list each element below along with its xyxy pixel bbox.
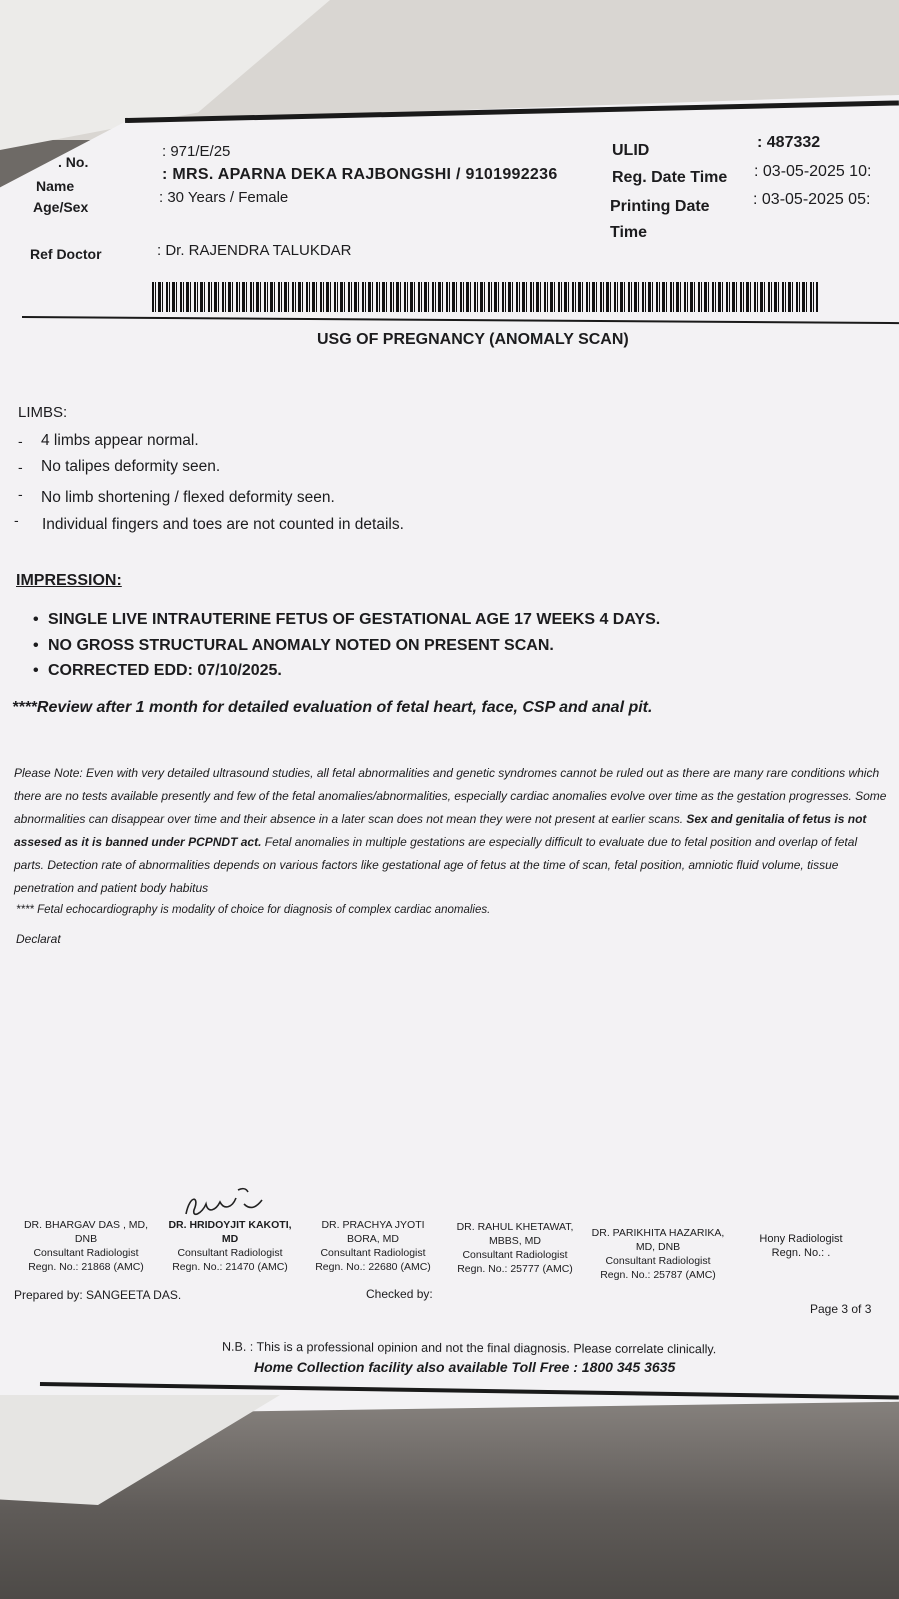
doctor-role: Consultant Radiologist bbox=[462, 1249, 568, 1261]
dash-marker: - bbox=[18, 433, 23, 449]
limbs-item: No limb shortening / flexed deformity seen. bbox=[41, 489, 335, 506]
bullet-icon: • bbox=[33, 662, 39, 679]
limbs-item: Individual fingers and toes are not counted in details. bbox=[42, 516, 404, 533]
impression-heading: IMPRESSION: bbox=[16, 572, 122, 589]
doctor-card bbox=[160, 1218, 300, 1274]
dash-marker: - bbox=[18, 459, 23, 475]
disclaimer-note bbox=[14, 762, 889, 900]
reg-date-label: Reg. Date Time bbox=[612, 169, 728, 186]
prepared-by: Prepared by: SANGEETA DAS. bbox=[14, 1288, 182, 1302]
limbs-item: 4 limbs appear normal. bbox=[41, 432, 199, 449]
doctor-card bbox=[736, 1232, 866, 1260]
bullet-icon: • bbox=[33, 637, 39, 654]
reg-date-value: : 03-05-2025 10: bbox=[754, 163, 872, 180]
doctor-role: Consultant Radiologist bbox=[33, 1247, 139, 1259]
doctor-role: Consultant Radiologist bbox=[605, 1255, 711, 1267]
doctor-regn: Regn. No.: . bbox=[771, 1247, 831, 1259]
impression-item: SINGLE LIVE INTRAUTERINE FETUS OF GESTATIONAL AGE 17 WEEKS 4 DAYS. bbox=[48, 611, 661, 628]
disclaimer-text-2: Fetal anomalies in multiple gestations are especially difficult to evaluate due to fetal position and overlap of fetal parts. Detection rate of abnormalities depends on various factors like gestational age of fetus at the time of scan, fetal position, amniotic fluid volume, tissue penetration and patient body habitus bbox=[14, 835, 858, 895]
home-collection-footer: Home Collection facility also available Toll Free : 1800 345 3635 bbox=[254, 1359, 676, 1375]
doctor-regn: Regn. No.: 22680 (AMC) bbox=[315, 1261, 431, 1273]
disclaimer-footer: N.B. : This is a professional opinion and not the final diagnosis. Please correlate clinically. bbox=[221, 1339, 717, 1357]
doctor-name: DR. PRACHYA JYOTI BORA, MD bbox=[321, 1219, 425, 1245]
echo-note: **** Fetal echocardiography is modality of choice for diagnosis of complex cardiac anomalies. bbox=[16, 904, 491, 916]
doctor-regn: Regn. No.: 21868 (AMC) bbox=[28, 1261, 144, 1273]
checked-by: Checked by: bbox=[366, 1287, 433, 1301]
review-note: ****Review after 1 month for detailed evaluation of fetal heart, face, CSP and anal pit. bbox=[12, 699, 653, 716]
dash-marker: - bbox=[14, 512, 19, 528]
print-date-value: : 03-05-2025 05: bbox=[753, 191, 871, 208]
doctor-regn: Regn. No.: 25787 (AMC) bbox=[600, 1269, 716, 1281]
doctor-name: DR. HRIDOYJIT KAKOTI, MD bbox=[168, 1219, 292, 1245]
report-title: USG OF PREGNANCY (ANOMALY SCAN) bbox=[317, 331, 629, 348]
ref-doctor-value: : Dr. RAJENDRA TALUKDAR bbox=[157, 242, 352, 259]
doctor-role: Consultant Radiologist bbox=[177, 1247, 283, 1259]
doctor-name: DR. BHARGAV DAS , MD, DNB bbox=[23, 1219, 149, 1245]
disclaimer-text-1: Please Note: Even with very detailed ultrasound studies, all fetal abnormalities and genetic syndromes cannot be ruled out as there are many rare conditions which there are no tests available presently and few of the fetal anomalies/abnormalities, especially cardiac anomalies evolve over time as the gestation progresses. Some abnormalities can disappear over time and their absence in a later scan does not mean they were not present at earlier scans. bbox=[14, 766, 887, 826]
no-value: : 971/E/25 bbox=[162, 143, 231, 160]
doctor-role: Consultant Radiologist bbox=[320, 1247, 426, 1259]
ref-doctor-label: Ref Doctor bbox=[30, 246, 102, 262]
doctor-regn: Regn. No.: 25777 (AMC) bbox=[457, 1263, 573, 1275]
doctor-card bbox=[304, 1218, 442, 1274]
doctor-regn: Regn. No.: 21470 (AMC) bbox=[172, 1261, 288, 1273]
ulid-label: ULID bbox=[612, 142, 650, 159]
doctor-card bbox=[590, 1226, 726, 1282]
doctor-role: Hony Radiologist bbox=[759, 1233, 843, 1245]
no-label: . No. bbox=[58, 154, 89, 170]
disclaimer-bold: Sex and genitalia of fetus is not assesed as it is banned under PCPNDT act. bbox=[14, 812, 867, 849]
limbs-heading: LIMBS: bbox=[18, 404, 68, 421]
agesex-label: Age/Sex bbox=[33, 199, 89, 215]
name-value: : MRS. APARNA DEKA RAJBONGSHI / 9101992236 bbox=[162, 166, 558, 183]
doctor-card bbox=[16, 1218, 156, 1274]
name-label: Name bbox=[36, 178, 75, 194]
impression-item: CORRECTED EDD: 07/10/2025. bbox=[48, 662, 282, 679]
declaration-label: Declarat bbox=[16, 932, 61, 946]
print-time-label: Time bbox=[610, 224, 648, 241]
dash-marker: - bbox=[18, 486, 23, 502]
print-date-label: Printing Date bbox=[610, 198, 710, 215]
impression-item: NO GROSS STRUCTURAL ANOMALY NOTED ON PRESENT SCAN. bbox=[48, 637, 554, 654]
limbs-item: No talipes deformity seen. bbox=[41, 458, 221, 475]
page-number: Page 3 of 3 bbox=[810, 1302, 872, 1316]
barcode bbox=[152, 282, 818, 312]
ulid-value: : 487332 bbox=[757, 134, 821, 151]
doctor-name: DR. PARIKHITA HAZARIKA, MD, DNB bbox=[591, 1227, 725, 1253]
bullet-icon: • bbox=[33, 611, 39, 628]
doctor-name: DR. RAHUL KHETAWAT, MBBS, MD bbox=[456, 1221, 574, 1247]
doctor-card bbox=[446, 1220, 584, 1276]
agesex-value: : 30 Years / Female bbox=[159, 189, 289, 206]
